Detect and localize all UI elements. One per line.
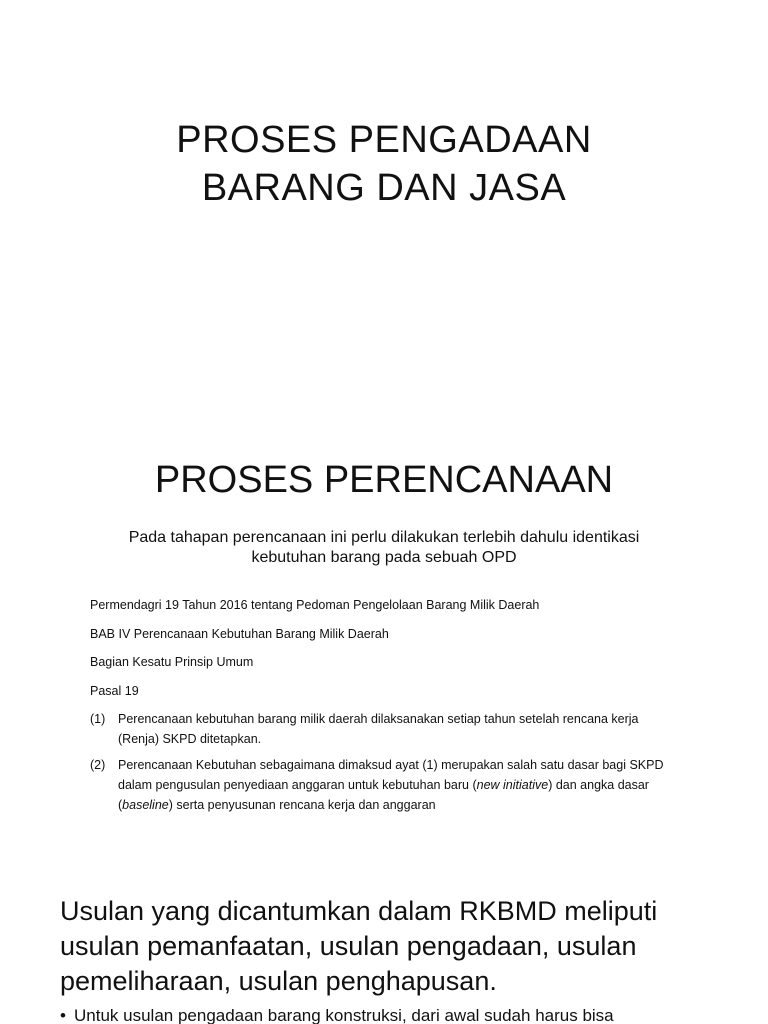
item-text-italic: new initiative [476,778,549,792]
item-text-part: Perencanaan Kebutuhan sebagaimana dimaksud ayat (1) merupakan salah satu dasar bagi SKPD dalam pengusulan penyediaan anggaran untuk kebutuhan baru ( [118,758,664,792]
item-text: Perencanaan kebutuhan barang milik daerah dilaksanakan setiap tahun setelah rencana kerja (Renja) SKPD ditetapkan. [118,712,639,746]
slide-2-subtitle-line-1: Pada tahapan perencanaan ini perlu dilakukan terlebih dahulu identikasi [128,529,640,546]
section-title: Bagian Kesatu Prinsip Umum [90,655,254,669]
item-text-italic: baseline [122,798,169,812]
slide-3-bullet [60,1006,614,1024]
article-item-2 [90,755,670,815]
item-text-part: ) dan angka dasar ( [118,778,649,812]
slide-3-heading-line-3: pemeliharaan, usulan penghapusan. [60,966,497,996]
slide-3 [0,864,768,1024]
slide-2-subtitle [84,528,684,568]
article-title: Pasal 19 [90,683,139,698]
regulation-title: Permendagri 19 Tahun 2016 tentang Pedoman Pengelolaan Barang Milik Daerah [90,598,540,612]
slide-2-title: PROSES PERENCANAAN [154,459,614,501]
slide-1 [0,0,768,432]
bullet-icon: • [60,1006,66,1024]
slide-1-title-line-1: PROSES PENGADAAN [176,119,592,161]
slide-3-heading-line-2: usulan pemanfaatan, usulan pengadaan, usulan [60,931,637,961]
slide-2-subtitle-line-2: kebutuhan barang pada sebuah OPD [251,549,517,566]
item-text-part: ) serta penyusunan rencana kerja dan anggaran [168,798,436,812]
item-number: (2) [90,758,106,772]
chapter-title: BAB IV Perencanaan Kebutuhan Barang Milik Daerah [90,626,389,641]
slide-3-heading [60,894,740,999]
slide-1-title-line-2: BARANG DAN JASA [201,167,567,209]
item-text [118,755,670,815]
slide-3-heading-line-1: Usulan yang dicantumkan dalam RKBMD meliputi [60,896,658,926]
bullet-text: Untuk usulan pengadaan barang konstruksi, dari awal sudah harus bisa [74,1006,614,1024]
slide-2-body [90,595,670,821]
article-item-1 [90,709,670,749]
slide-2 [0,432,768,864]
item-number: (1) [90,712,106,726]
slide-1-title [0,116,768,212]
